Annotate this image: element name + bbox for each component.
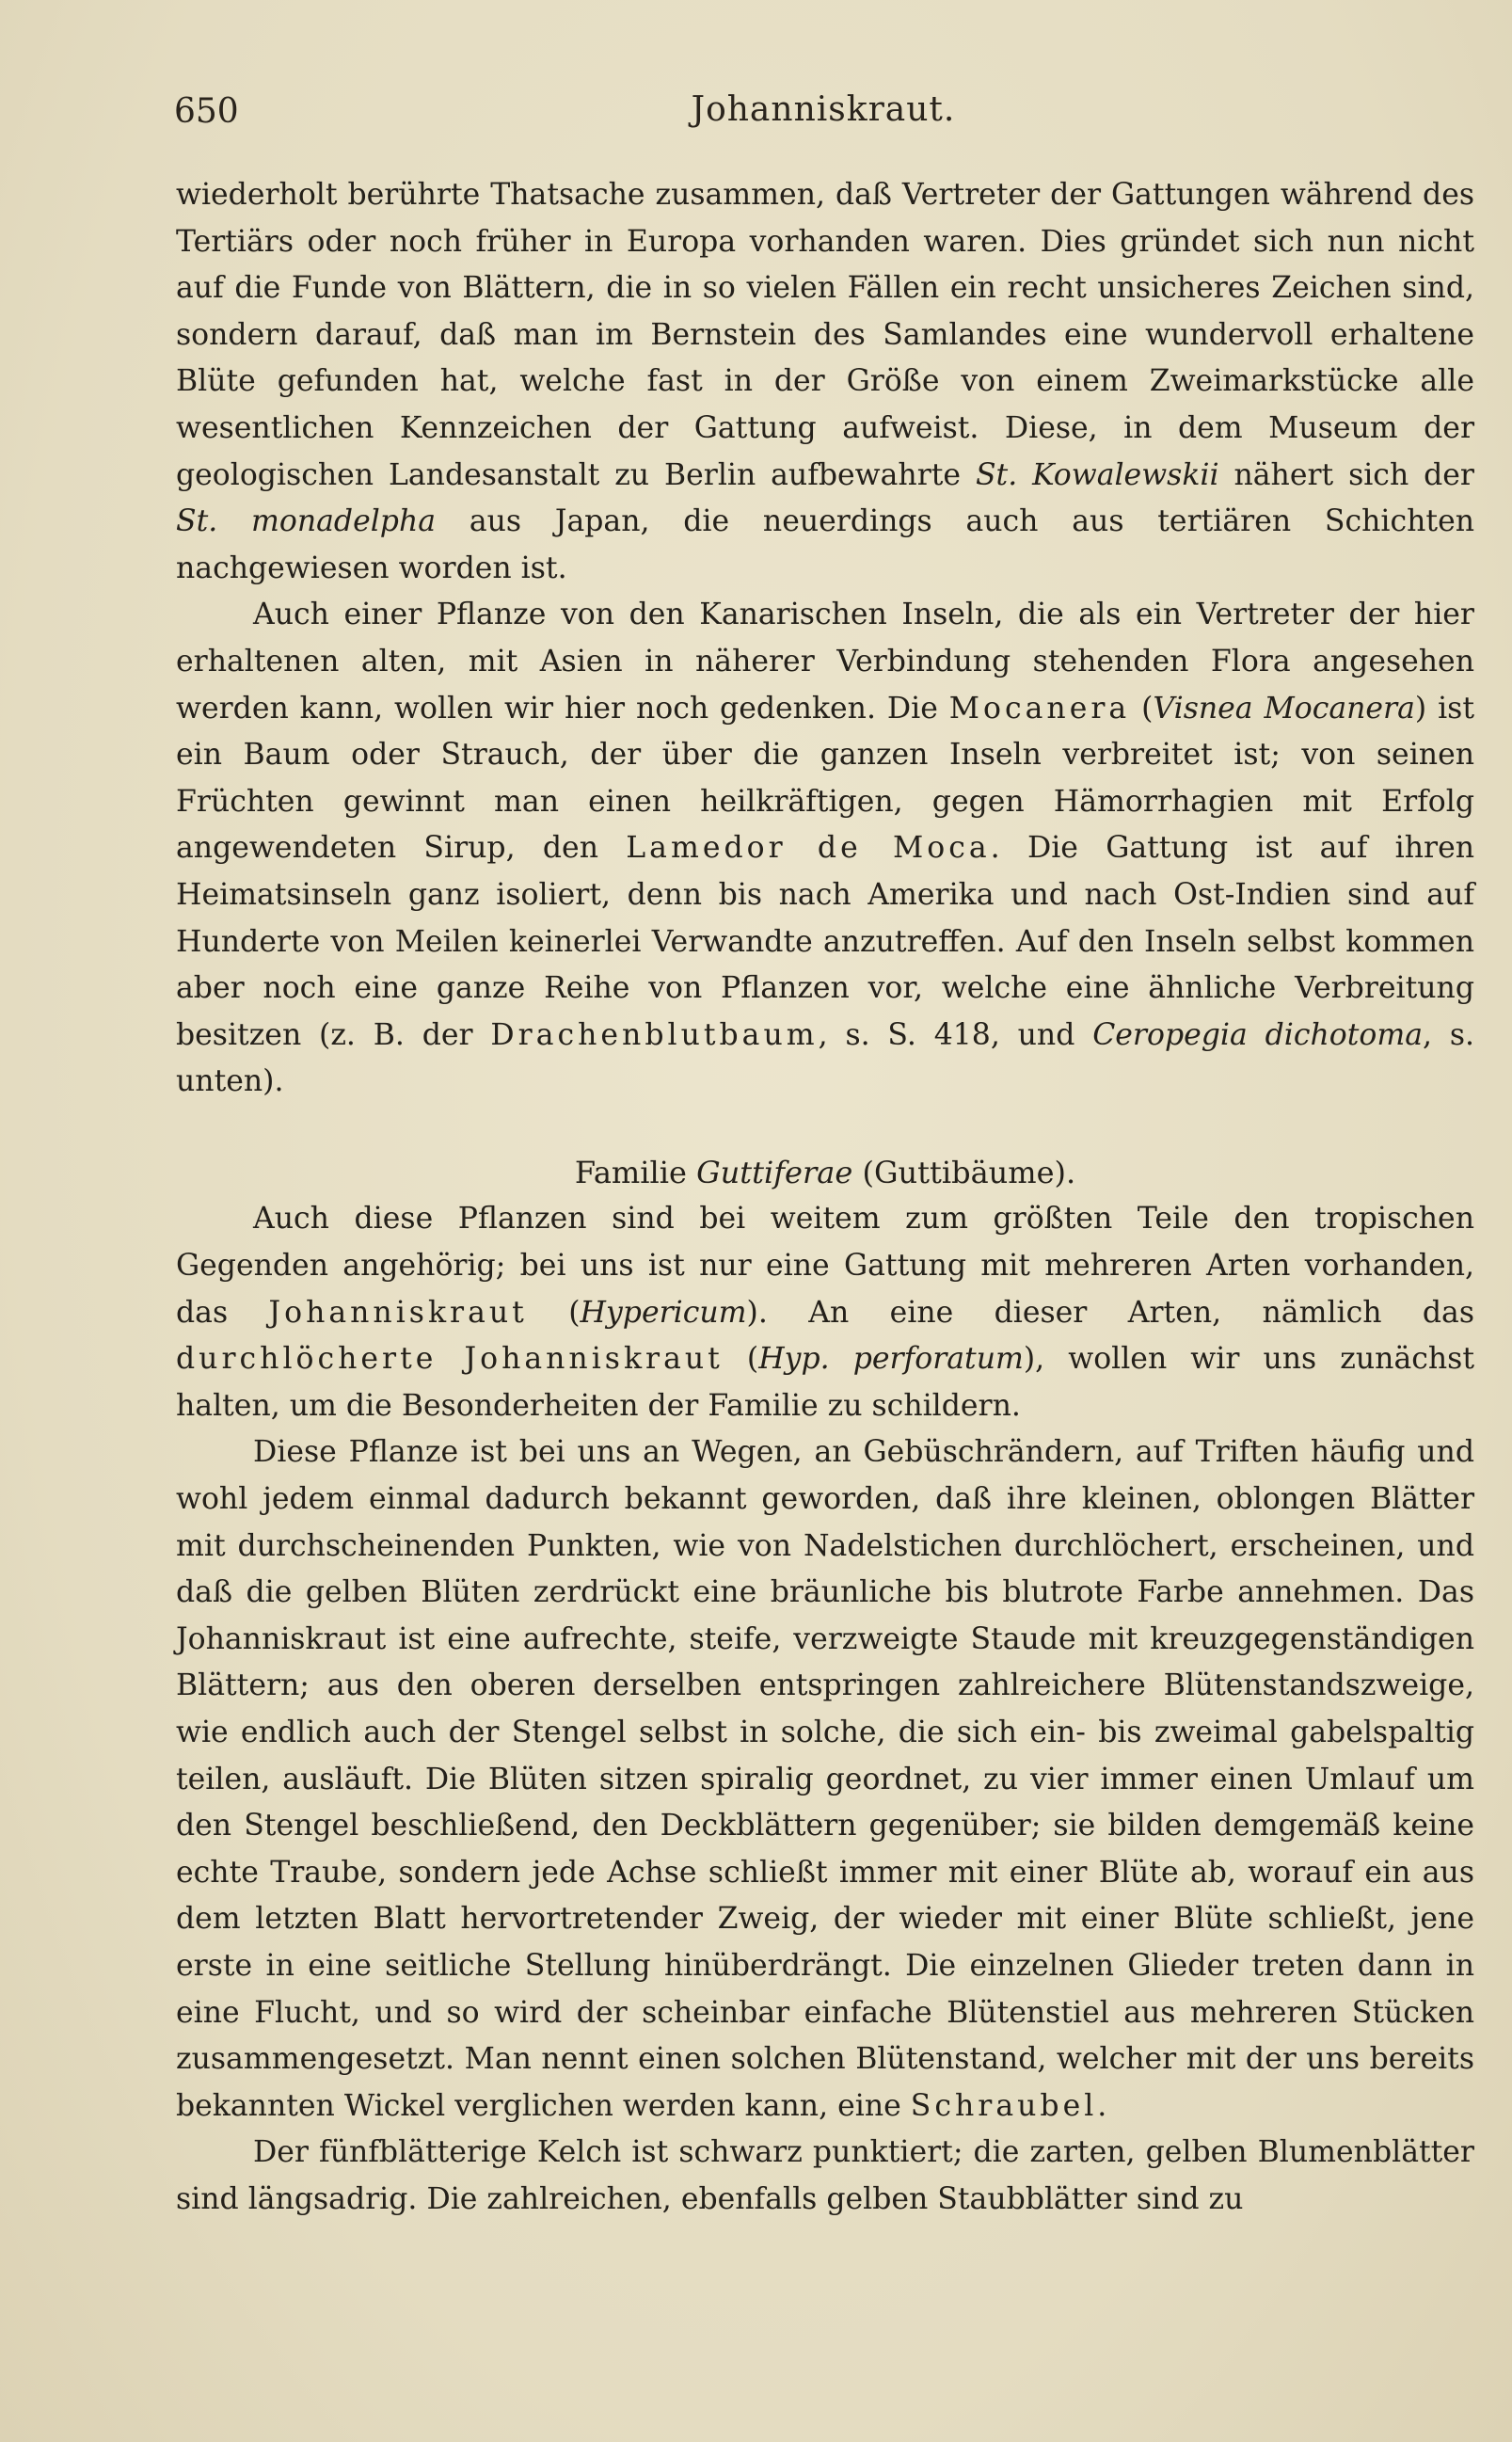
- paragraph-kelch: Der fünfblätterige Kelch ist schwarz punktiert; die zarten, gelben Blumenblätter sind längsadrig. Die zahlreichen, ebenfalls gelben Staubblätter sind zu: [176, 2135, 1474, 2216]
- paragraph-johanniskraut-intro: Auch diese Pflanzen sind bei weitem zum größten Teile den tropischen Gegenden angehörig; bei uns ist nur eine Gattung mit mehreren Arten vorhanden, das Johanniskraut (Hypericum). An eine dieser Arten, nämlich das durchlöcherte Johanniskraut (Hyp. perforatum), wollen wir uns zunächst halten, um die Besonderheiten der Familie zu schildern.: [176, 1202, 1475, 1423]
- body-text: [176, 172, 1474, 2224]
- paragraph-johanniskraut-description: Diese Pflanze ist bei uns an Wegen, an Gebüschrändern, auf Triften häufig und wohl jedem einmal dadurch bekannt geworden, daß ihre kleinen, oblongen Blätter mit durchscheinenden Punkten, wie von Nadelstichen durchlöchert, erscheinen, und daß die gelben Blüten zerdrückt eine bräunliche bis blutrote Farbe annehmen. Das Johanniskraut ist eine aufrechte, steife, verzweigte Staude mit kreuzgegenständigen Blättern; aus den oberen derselben entspringen zahlreichere Blütenstandszweige, wie endlich auch der Stengel selbst in solche, die sich ein- bis zweimal gabelspaltig teilen, ausläuft. Die Blüten sitzen spiralig geordnet, zu vier immer einen Umlauf um den Stengel beschließend, den Deckblättern gegenüber; sie bilden demgemäß keine echte Traube, sondern jede Achse schließt immer mit einer Blüte ab, worauf ein aus dem letzten Blatt hervortretender Zweig, der wieder mit einer Blüte schließt, jene erste in eine seitliche Stellung hinüberdrängt. Die einzelnen Glieder treten dann in eine Flucht, und so wird der scheinbar einfache Blütenstiel aus mehreren Stücken zusammengesetzt. Man nennt einen solchen Blütenstand, welcher mit der uns bereits bekannten Wickel verglichen werden kann, eine Schraubel.: [176, 1435, 1474, 2123]
- running-title: Johanniskraut.: [691, 90, 956, 129]
- section-heading-guttiferae: Familie Guttiferae (Guttibäume).: [574, 1154, 1076, 1190]
- page-header: [174, 87, 1472, 143]
- paragraph-mocanera: Auch einer Pflanze von den Kanarischen Inseln, die als ein Vertreter der hier erhaltenen alten, mit Asien in näherer Verbindung stehenden Flora angesehen werden kann, wollen wir hier noch gedenken. Die Mocanera (Visnea Mocanera) ist ein Baum oder Strauch, der über die ganzen Inseln verbreitet ist; von seinen Früchten gewinnt man einen heilkräftigen, gegen Hämorrhagien mit Erfolg angewendeten Sirup, den Lamedor de Moca. Die Gattung ist auf ihren Heimatsinseln ganz isoliert, denn bis nach Amerika und nach Ost-Indien sind auf Hunderte von Meilen keinerlei Verwandte anzutreffen. Auf den Inseln selbst kommen aber noch eine ganze Reihe von Pflanzen vor, welche eine ähnliche Verbreitung besitzen (z. B. der Drachenblutbaum, s. S. 418, und Ceropegia dichotoma, s. unten).: [176, 598, 1475, 1099]
- page-number: 650: [174, 92, 239, 131]
- paragraph-stewartia: wiederholt berührte Thatsache zusammen, daß Vertreter der Gattungen während des Tertiärs oder noch früher in Europa vorhanden waren. Dies gründet sich nun nicht auf die Funde von Blättern, die in so vielen Fällen ein recht unsicheres Zeichen sind, sondern darauf, daß man im Bernstein des Samlandes eine wundervoll erhaltene Blüte gefunden hat, welche fast in der Größe von einem Zweimarkstücke alle wesentlichen Kennzeichen der Gattung aufweist. Diese, in dem Museum der geologischen Landesanstalt zu Berlin aufbewahrte St. Kowalewskii nähert sich der St. monadelpha aus Japan, die neuerdings auch aus tertiären Schichten nachgewiesen worden ist.: [176, 178, 1474, 585]
